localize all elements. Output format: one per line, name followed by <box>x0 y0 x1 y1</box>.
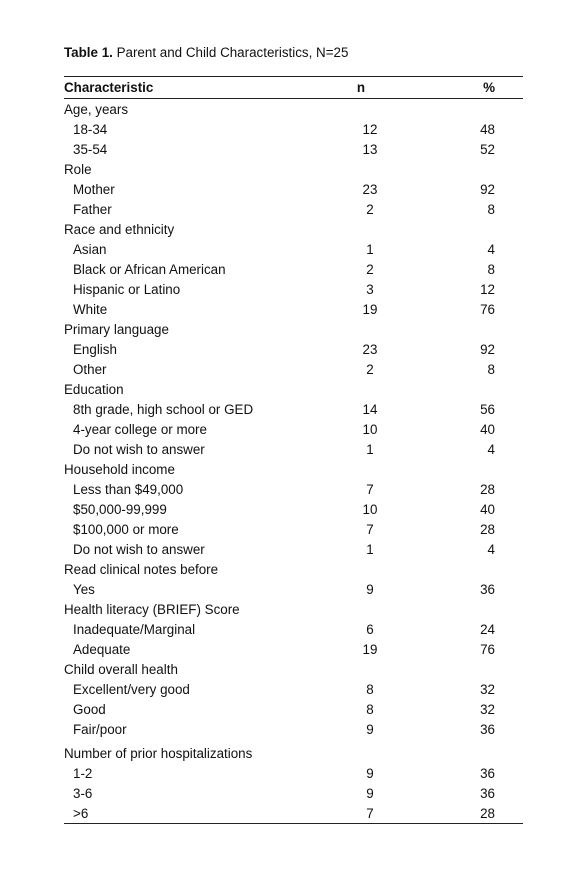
caption-label: Table 1. <box>64 45 113 60</box>
section-label: Education <box>64 381 124 397</box>
cell-percent: 8 <box>487 201 495 217</box>
cell-n: 6 <box>366 621 374 637</box>
header-characteristic: Characteristic <box>64 80 154 95</box>
cell-percent: 28 <box>480 805 495 821</box>
section-label: Race and ethnicity <box>64 221 175 237</box>
section-label: Household income <box>64 461 175 477</box>
section-row <box>64 559 523 579</box>
row-label: Excellent/very good <box>73 681 190 697</box>
cell-n: 7 <box>366 481 374 497</box>
row-label: English <box>73 341 117 357</box>
cell-percent: 28 <box>480 481 495 497</box>
cell-n: 2 <box>366 201 374 217</box>
row-label: Inadequate/Marginal <box>73 621 196 637</box>
section-row <box>64 599 523 619</box>
row-label: Do not wish to answer <box>73 541 205 557</box>
cell-percent: 32 <box>480 681 495 697</box>
cell-n: 9 <box>366 765 374 781</box>
row-label: Black or African American <box>73 261 226 277</box>
table-row <box>64 139 523 159</box>
cell-percent: 28 <box>480 521 495 537</box>
cell-percent: 36 <box>480 581 495 597</box>
cell-n: 10 <box>362 421 378 437</box>
cell-percent: 36 <box>480 721 495 737</box>
section-label: Read clinical notes before <box>64 561 219 577</box>
cell-percent: 48 <box>480 121 495 137</box>
row-label: Other <box>73 361 107 377</box>
cell-percent: 92 <box>480 181 495 197</box>
table-row <box>64 199 523 219</box>
table-row <box>64 499 523 519</box>
row-label: Yes <box>73 581 95 597</box>
cell-n: 8 <box>366 681 374 697</box>
table-row <box>64 239 523 259</box>
section-row <box>64 459 523 479</box>
cell-percent: 32 <box>480 701 495 717</box>
cell-percent: 8 <box>487 361 495 377</box>
row-label: 18-34 <box>73 121 108 137</box>
cell-n: 19 <box>362 301 378 317</box>
row-label: Father <box>73 201 112 217</box>
characteristics-table <box>64 76 523 824</box>
row-label: Hispanic or Latino <box>73 281 181 297</box>
table-row <box>64 699 523 719</box>
table-row <box>64 279 523 299</box>
table-row <box>64 179 523 199</box>
cell-n: 1 <box>366 241 374 257</box>
cell-n: 7 <box>366 805 374 821</box>
row-label: Do not wish to answer <box>73 441 205 457</box>
section-row <box>64 159 523 179</box>
cell-percent: 12 <box>480 281 495 297</box>
row-label: Fair/poor <box>73 721 127 737</box>
cell-n: 19 <box>362 641 378 657</box>
section-row <box>64 99 523 119</box>
table-row <box>64 359 523 379</box>
row-label: >6 <box>73 805 89 821</box>
row-label: Adequate <box>73 641 131 657</box>
table-row <box>64 519 523 539</box>
cell-percent: 92 <box>480 341 495 357</box>
section-label: Child overall health <box>64 661 178 677</box>
cell-n: 13 <box>362 141 378 157</box>
cell-n: 9 <box>366 721 374 737</box>
table-row <box>64 803 523 823</box>
table-row <box>64 719 523 739</box>
row-label: 8th grade, high school or GED <box>73 401 254 417</box>
table-caption <box>64 45 348 60</box>
cell-percent: 36 <box>480 765 495 781</box>
cell-n: 23 <box>362 181 378 197</box>
cell-percent: 24 <box>480 621 495 637</box>
cell-percent: 4 <box>487 441 495 457</box>
row-label: 35-54 <box>73 141 108 157</box>
cell-n: 14 <box>362 401 378 417</box>
cell-n: 3 <box>366 281 374 297</box>
table-row <box>64 579 523 599</box>
table-header <box>64 77 523 99</box>
cell-percent: 36 <box>480 785 495 801</box>
cell-percent: 56 <box>480 401 495 417</box>
table-row <box>64 339 523 359</box>
cell-n: 7 <box>366 521 374 537</box>
cell-n: 8 <box>366 701 374 717</box>
table-row <box>64 419 523 439</box>
cell-n: 12 <box>362 121 378 137</box>
cell-percent: 8 <box>487 261 495 277</box>
row-label: Mother <box>73 181 115 197</box>
cell-percent: 76 <box>480 641 495 657</box>
table-row <box>64 299 523 319</box>
table-row <box>64 679 523 699</box>
section-row <box>64 659 523 679</box>
row-label: 3-6 <box>73 785 93 801</box>
header-percent: % <box>483 80 495 95</box>
cell-percent: 52 <box>480 141 495 157</box>
table-row <box>64 639 523 659</box>
cell-n: 1 <box>366 541 374 557</box>
row-label: 4-year college or more <box>73 421 207 437</box>
cell-percent: 40 <box>480 421 495 437</box>
table-row <box>64 439 523 459</box>
section-label: Age, years <box>64 101 129 117</box>
section-label: Primary language <box>64 321 169 337</box>
cell-percent: 40 <box>480 501 495 517</box>
table-row <box>64 619 523 639</box>
row-label: 1-2 <box>73 765 93 781</box>
table-row <box>64 783 523 803</box>
row-label: $100,000 or more <box>73 521 179 537</box>
cell-n: 9 <box>366 581 374 597</box>
section-row <box>64 319 523 339</box>
row-label: Less than $49,000 <box>73 481 184 497</box>
cell-n: 1 <box>366 441 374 457</box>
caption-text: Parent and Child Characteristics, N=25 <box>112 45 349 60</box>
cell-n: 23 <box>362 341 378 357</box>
table-row <box>64 259 523 279</box>
cell-n: 2 <box>366 261 374 277</box>
row-label: Good <box>73 701 106 717</box>
cell-percent: 4 <box>487 541 495 557</box>
table-body <box>64 99 523 823</box>
cell-n: 10 <box>362 501 378 517</box>
row-label: Asian <box>73 241 107 257</box>
header-n: n <box>356 80 366 95</box>
row-label: $50,000-99,999 <box>73 501 167 517</box>
section-label: Health literacy (BRIEF) Score <box>64 601 240 617</box>
table-row <box>64 763 523 783</box>
section-row <box>64 219 523 239</box>
table-row <box>64 479 523 499</box>
table-row <box>64 539 523 559</box>
section-label: Number of prior hospitalizations <box>64 745 253 761</box>
row-label: White <box>73 301 108 317</box>
cell-n: 2 <box>366 361 374 377</box>
cell-n: 9 <box>366 785 374 801</box>
table-row <box>64 119 523 139</box>
section-label: Role <box>64 161 92 177</box>
cell-percent: 4 <box>487 241 495 257</box>
table-row <box>64 399 523 419</box>
section-row <box>64 743 523 763</box>
section-row <box>64 379 523 399</box>
cell-percent: 76 <box>480 301 495 317</box>
